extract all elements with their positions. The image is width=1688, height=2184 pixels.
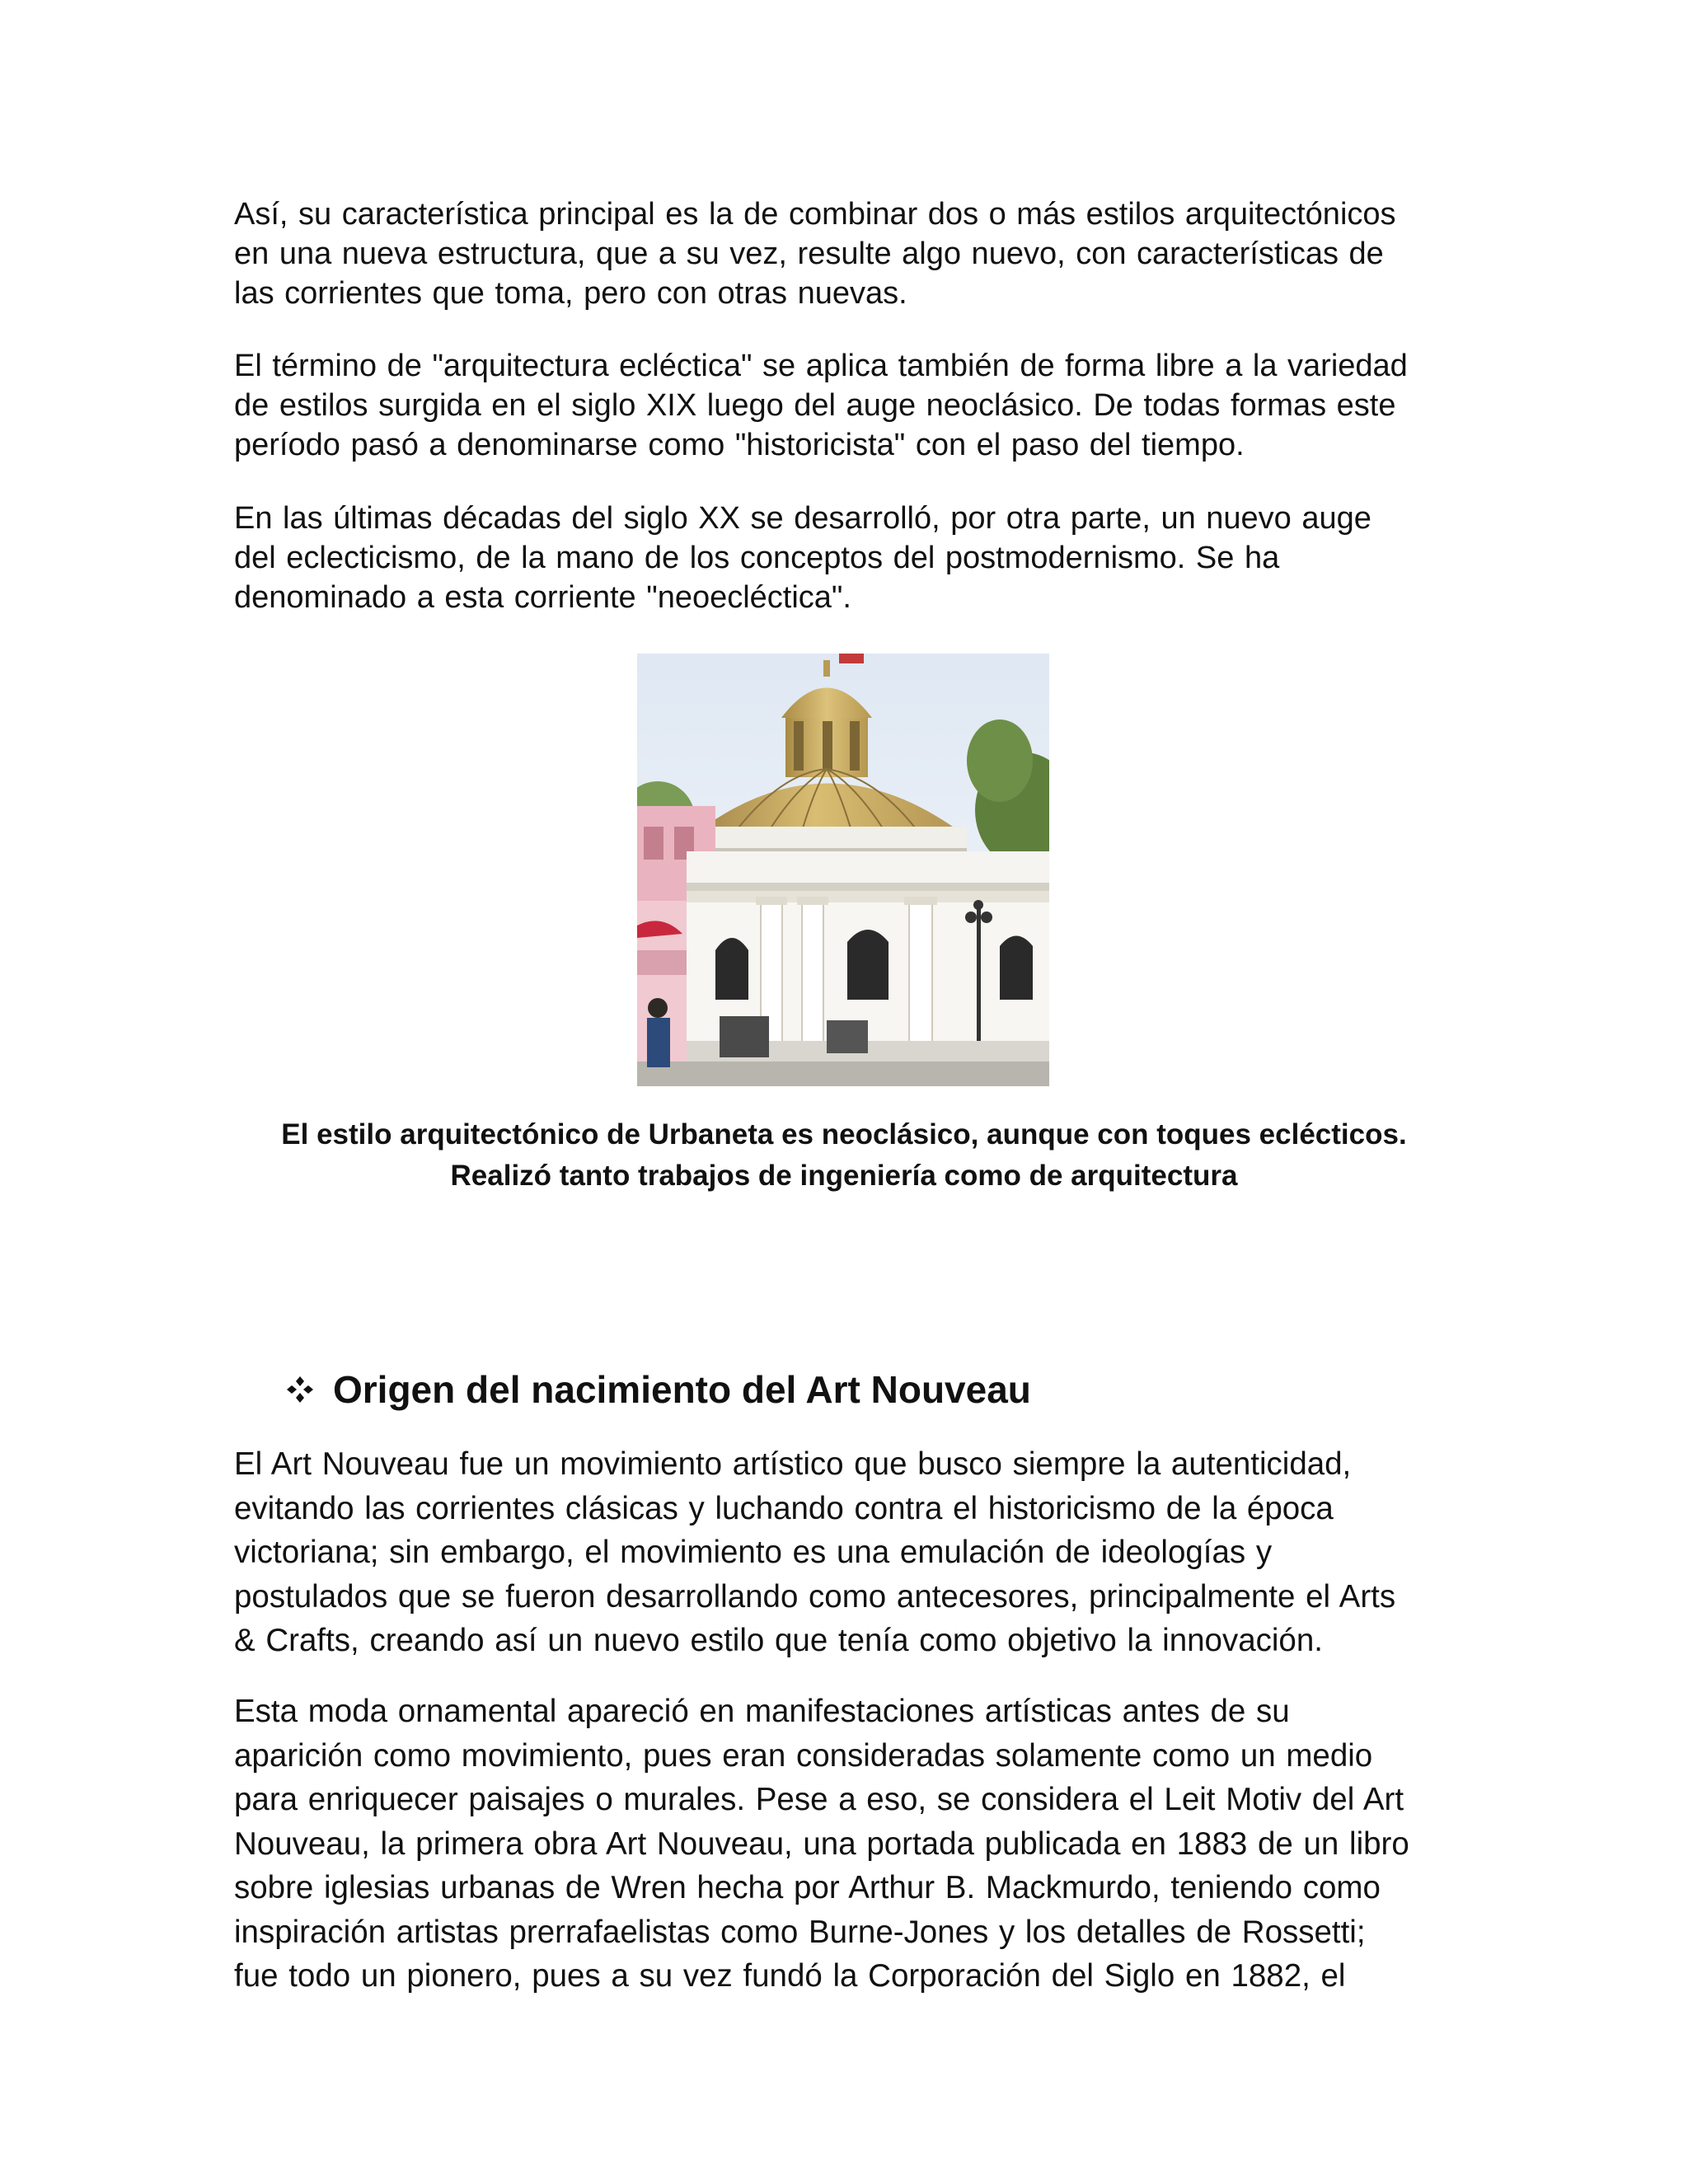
text-line: las corrientes que toma, pero con otras nuevas.: [234, 276, 907, 311]
text-line: El Art Nouveau fue un movimiento artístico que busco siempre la autenticidad,: [234, 1446, 1352, 1482]
figure-caption: [185, 1114, 1503, 1197]
text-line: aparición como movimiento, pues eran consideradas solamente como un medio: [234, 1737, 1373, 1774]
text-line: denominado a esta corriente "neoecléctica".: [234, 580, 851, 615]
text-line: período pasó a denominarse como "historicista" con el paso del tiempo.: [234, 428, 1245, 462]
section-heading: [285, 1365, 1031, 1414]
text-line: postulados que se fueron desarrollando como antecesores, principalmente el Arts: [234, 1578, 1396, 1615]
paragraph-neoeclectic: [234, 499, 1454, 617]
text-line: inspiración artistas prerrafaelistas como Burne-Jones y los detalles de Rossetti;: [234, 1914, 1366, 1950]
text-line: de estilos surgida en el siglo XIX luego del auge neoclásico. De todas formas este: [234, 388, 1396, 423]
text-line: fue todo un pionero, pues a su vez fundó la Corporación del Siglo en 1882, el: [234, 1958, 1346, 1994]
text-line: Esta moda ornamental apareció en manifestaciones artísticas antes de su: [234, 1694, 1290, 1729]
text-line: para enriquecer paisajes o murales. Pese a eso, se considera el Leit Motiv del Art: [234, 1782, 1404, 1817]
caption-line: El estilo arquitectónico de Urbaneta es neoclásico, aunque con toques eclécticos.: [281, 1118, 1407, 1151]
text-line: evitando las corrientes clásicas y luchando contra el historicismo de la época: [234, 1490, 1334, 1526]
paragraph-eclectic-term: [234, 346, 1454, 465]
paragraph-art-nouveau-intro: [234, 1442, 1454, 1663]
text-line: Nouveau, la primera obra Art Nouveau, una portada publicada en 1883 de un libro: [234, 1825, 1409, 1862]
text-line: El término de "arquitectura ecléctica" se aplica también de forma libre a la variedad: [234, 349, 1408, 383]
four-diamond-bullet-icon: [285, 1375, 315, 1404]
text-line: & Crafts, creando así un nuevo estilo que tenía como objetivo la innovación.: [234, 1623, 1323, 1658]
paragraph-art-nouveau-origin: [234, 1690, 1454, 1999]
caption-line: Realizó tanto trabajos de ingeniería como de arquitectura: [450, 1160, 1238, 1192]
text-line: victoriana; sin embargo, el movimiento es una emulación de ideologías y: [234, 1535, 1273, 1570]
paragraph-eclectic-definition: [234, 194, 1454, 313]
text-line: sobre iglesias urbanas de Wren hecha por Arthur B. Mackmurdo, teniendo como: [234, 1870, 1381, 1905]
text-line: en una nueva estructura, que a su vez, resulte algo nuevo, con características de: [234, 237, 1384, 271]
text-line: En las últimas décadas del siglo XX se desarrolló, por otra parte, un nuevo auge: [234, 501, 1372, 536]
section-title: Origen del nacimiento del Art Nouveau: [333, 1368, 1031, 1411]
text-line: Así, su característica principal es la de combinar dos o más estilos arquitectónicos: [234, 197, 1396, 232]
text-line: del eclecticismo, de la mano de los conceptos del postmodernismo. Se ha: [234, 541, 1280, 575]
domed-building-photo: [637, 654, 1049, 1086]
